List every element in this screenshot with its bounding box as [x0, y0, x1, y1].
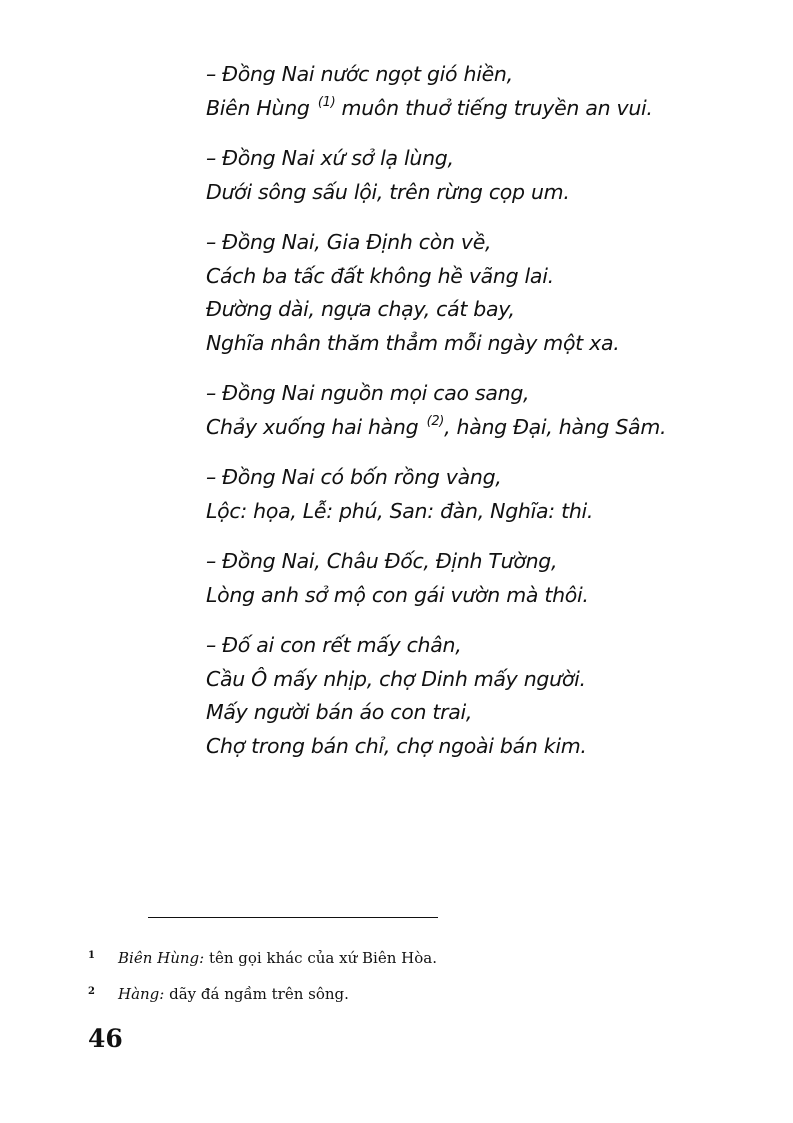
poem-body — [206, 58, 666, 780]
footnote — [88, 944, 437, 980]
footnote-separator — [148, 917, 438, 918]
line-text: Lộc: họa, Lễ: phú, San: đàn, Nghĩa: thi. — [206, 498, 594, 523]
line-text: – Đồng Nai, Gia Định còn về, — [206, 230, 492, 254]
stanza — [206, 545, 666, 612]
line-text: Dưới sông sấu lội, trên rừng cọp um. — [206, 179, 570, 204]
footnote-term: Hàng: — [118, 985, 165, 1003]
footnote — [88, 980, 437, 1016]
poem-line — [206, 730, 666, 764]
footnote-number: 2 — [88, 986, 95, 997]
poem-line — [206, 142, 666, 176]
poem-line — [206, 92, 666, 126]
line-text: , hàng Đại, hàng Sâm. — [444, 414, 667, 439]
poem-line — [206, 293, 666, 327]
poem-line — [206, 411, 666, 445]
stanza — [206, 461, 666, 528]
footnote-term: Biên Hùng: — [118, 949, 205, 967]
poem-line — [206, 629, 666, 663]
page-number: 46 — [88, 1024, 123, 1053]
stanza — [206, 58, 666, 125]
poem-line — [206, 260, 666, 294]
footnote-marker: (2) — [426, 413, 445, 429]
line-text: Nghĩa nhân thăm thẳm mỗi ngày một xa. — [206, 330, 620, 355]
poem-line — [206, 663, 666, 697]
poem-line — [206, 545, 666, 579]
poem-line — [206, 461, 666, 495]
line-text: – Đồng Nai, Châu Đốc, Định Tường, — [206, 549, 558, 573]
line-text: Chợ trong bán chỉ, chợ ngoài bán kim. — [206, 733, 587, 758]
stanza — [206, 377, 666, 444]
line-text: Cách ba tấc đất không hề vãng lai. — [206, 263, 554, 288]
stanza — [206, 226, 666, 360]
poem-line — [206, 696, 666, 730]
footnote-marker: (1) — [317, 94, 336, 110]
line-text: Cầu Ô mấy nhịp, chợ Dinh mấy người. — [206, 666, 586, 691]
footnotes — [88, 944, 437, 1016]
poem-line — [206, 327, 666, 361]
poem-line — [206, 58, 666, 92]
footnote-text: tên gọi khác của xứ Biên Hòa. — [204, 949, 437, 967]
poem-line — [206, 377, 666, 411]
stanza — [206, 142, 666, 209]
line-text: – Đồng Nai nguồn mọi cao sang, — [206, 381, 530, 405]
poem-line — [206, 176, 666, 210]
line-text: Chảy xuống hai hàng — [206, 414, 419, 439]
line-text: Mấy người bán áo con trai, — [206, 700, 473, 724]
footnote-text: dãy đá ngầm trên sông. — [164, 985, 349, 1003]
stanza — [206, 629, 666, 763]
line-text: Lòng anh sở mộ con gái vườn mà thôi. — [206, 582, 589, 607]
line-text: – Đồng Nai nước ngọt gió hiền, — [206, 62, 513, 86]
line-text: muôn thuở tiếng truyền an vui. — [335, 95, 653, 120]
line-text: Biên Hùng — [206, 95, 310, 120]
line-text: Đường dài, ngựa chạy, cát bay, — [206, 297, 515, 321]
line-text: – Đồng Nai có bốn rồng vàng, — [206, 465, 502, 489]
poem-line — [206, 226, 666, 260]
poem-line — [206, 495, 666, 529]
line-text: – Đố ai con rết mấy chân, — [206, 633, 462, 657]
footnote-number: 1 — [88, 950, 95, 961]
line-text: – Đồng Nai xứ sở lạ lùng, — [206, 146, 454, 170]
poem-line — [206, 579, 666, 613]
